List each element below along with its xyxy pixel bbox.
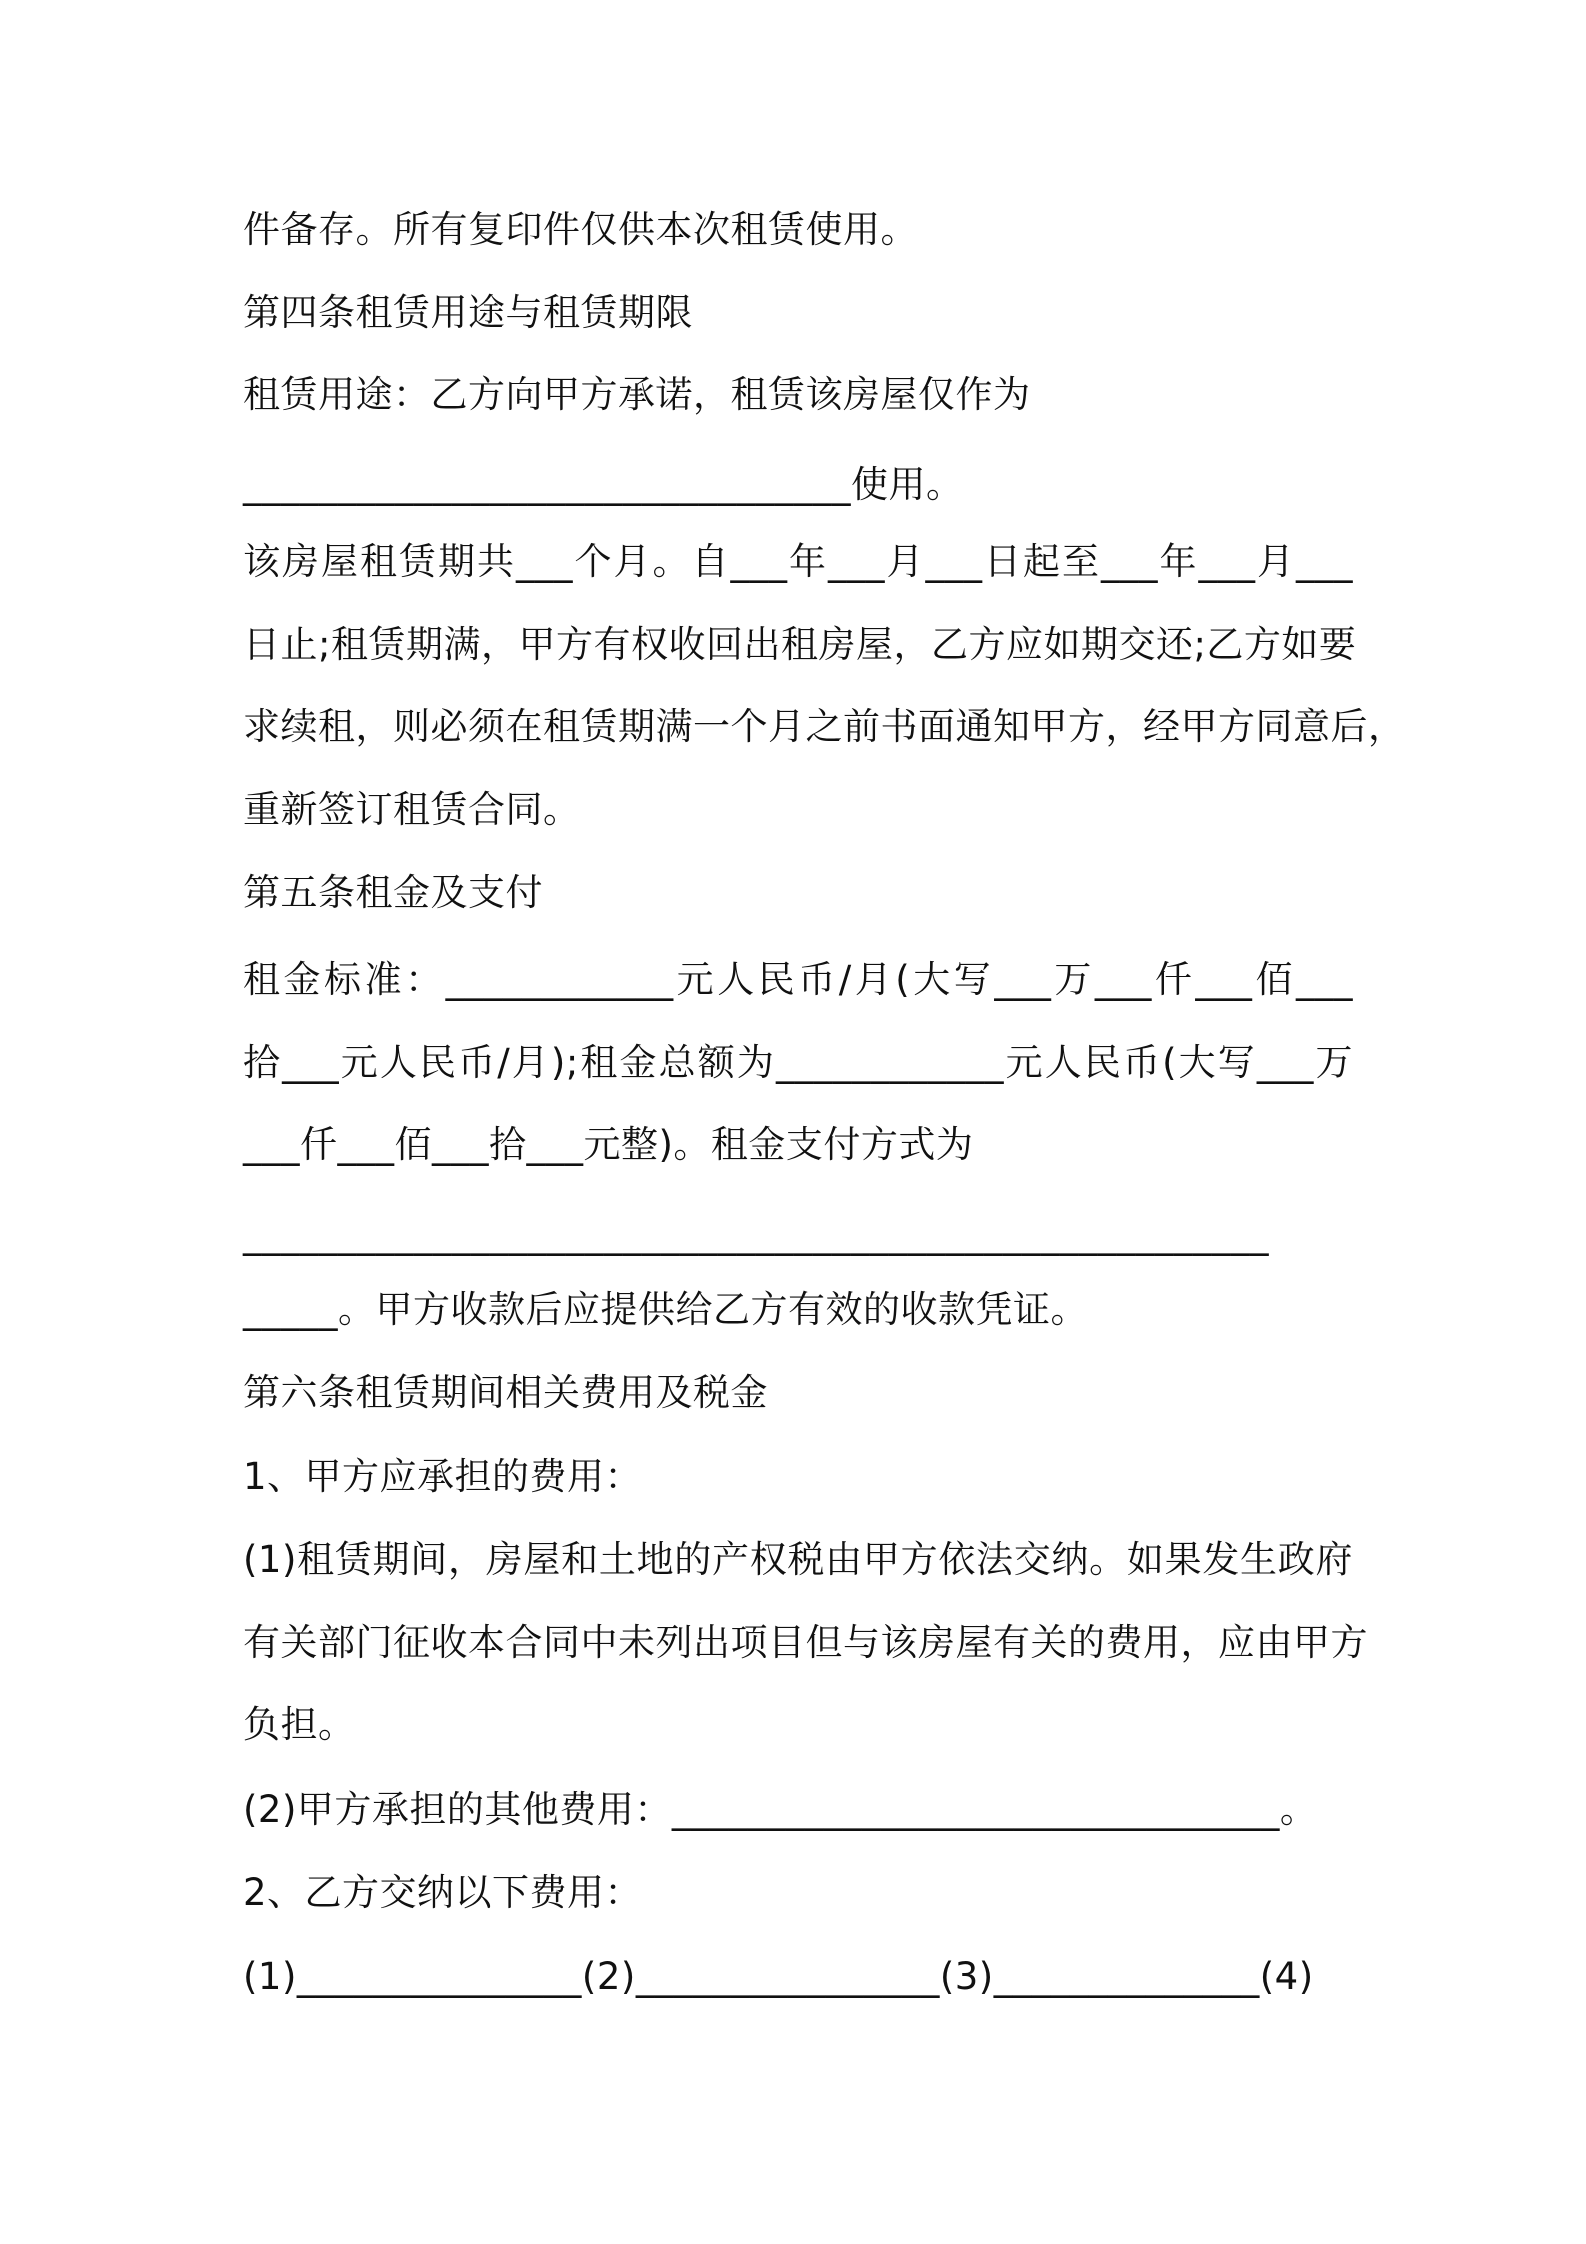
- text-line: 租赁用途：乙方向甲方承诺，租赁该房屋仅作为: [243, 373, 1031, 416]
- text-line: 负担。: [243, 1703, 356, 1746]
- text-line: ______________________________________________________: [243, 1213, 1269, 1256]
- article-heading: 第四条租赁用途与租赁期限: [243, 291, 693, 334]
- text-line: 有关部门征收本合同中未列出项目但与该房屋有关的费用，应由甲方: [243, 1621, 1368, 1664]
- text-line: 日止;租赁期满，甲方有权收回出租房屋，乙方应如期交还;乙方如要: [243, 623, 1357, 666]
- text-line: (2)甲方承担的其他费用：________________________________。: [243, 1788, 1318, 1831]
- text-line: 该房屋租赁期共___个月。自___年___月___日起至___年___月___: [243, 540, 1353, 583]
- text-line: 1、甲方应承担的费用：: [243, 1455, 643, 1498]
- text-line: 件备存。所有复印件仅供本次租赁使用。: [243, 208, 918, 251]
- text-line: 2、乙方交纳以下费用：: [243, 1871, 643, 1914]
- article-heading: 第六条租赁期间相关费用及税金: [243, 1371, 768, 1414]
- text-line: (1)_______________(2)________________(3)______________(4): [243, 1955, 1314, 1998]
- text-line: _____。甲方收款后应提供给乙方有效的收款凭证。: [243, 1288, 1088, 1331]
- text-line: ___仟___佰___拾___元整)。租金支付方式为: [243, 1123, 974, 1166]
- article-heading: 第五条租金及支付: [243, 871, 543, 914]
- text-line: 租金标准：____________元人民币/月(大写___万___仟___佰___: [243, 958, 1353, 1001]
- text-line: 求续租，则必须在租赁期满一个月之前书面通知甲方，经甲方同意后，: [243, 705, 1406, 748]
- text-line: (1)租赁期间，房屋和土地的产权税由甲方依法交纳。如果发生政府: [243, 1538, 1353, 1581]
- text-line: 拾___元人民币/月);租金总额为____________元人民币(大写___万: [243, 1041, 1353, 1084]
- text-line: ________________________________使用。: [243, 463, 964, 506]
- text-line: 重新签订租赁合同。: [243, 788, 581, 831]
